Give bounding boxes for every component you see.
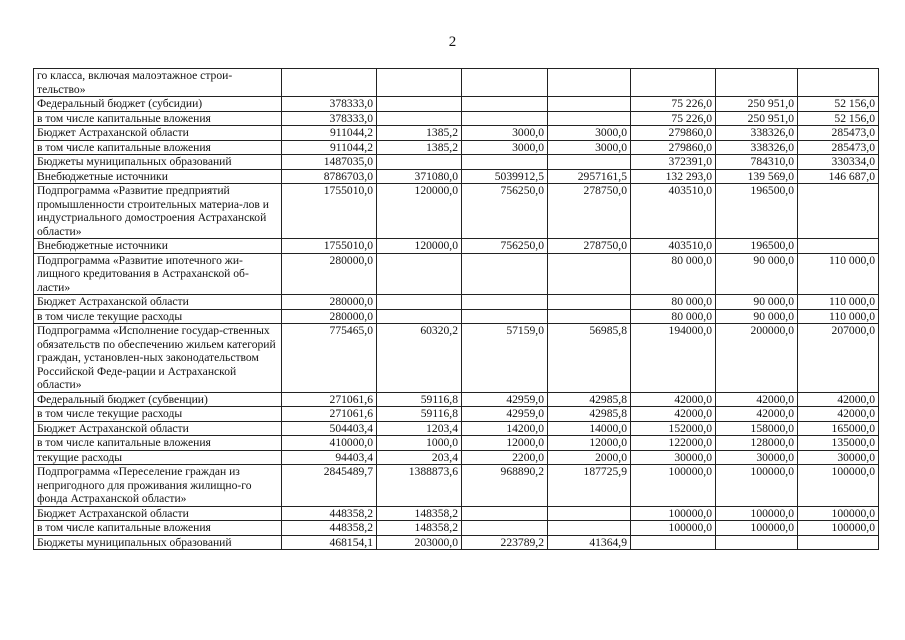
row-label: в том числе капитальные вложения <box>34 111 282 126</box>
value-cell: 8786703,0 <box>282 169 377 184</box>
value-cell: 110 000,0 <box>798 309 879 324</box>
table-row <box>34 324 879 393</box>
row-label: текущие расходы <box>34 450 282 465</box>
value-cell: 60320,2 <box>377 324 462 393</box>
value-cell: 42985,8 <box>548 407 631 422</box>
value-cell: 94403,4 <box>282 450 377 465</box>
value-cell: 280000,0 <box>282 253 377 295</box>
value-cell: 1755010,0 <box>282 239 377 254</box>
value-cell: 2200,0 <box>462 450 548 465</box>
table-row <box>34 392 879 407</box>
table-row <box>34 421 879 436</box>
value-cell: 42000,0 <box>631 407 716 422</box>
row-label: Бюджет Астраханской области <box>34 126 282 141</box>
row-label: Подпрограмма «Развитие ипотечного жи-лищного кредитования в Астраханской об-ласти» <box>34 253 282 295</box>
value-cell: 1385,2 <box>377 140 462 155</box>
value-cell: 784310,0 <box>716 155 798 170</box>
table-row <box>34 126 879 141</box>
value-cell <box>798 239 879 254</box>
value-cell: 223789,2 <box>462 535 548 550</box>
value-cell <box>798 69 879 97</box>
value-cell: 158000,0 <box>716 421 798 436</box>
value-cell: 285473,0 <box>798 140 879 155</box>
value-cell: 148358,2 <box>377 506 462 521</box>
value-cell: 203000,0 <box>377 535 462 550</box>
table-row <box>34 535 879 550</box>
row-label: в том числе капитальные вложения <box>34 521 282 536</box>
value-cell: 403510,0 <box>631 184 716 239</box>
value-cell: 278750,0 <box>548 239 631 254</box>
table-row <box>34 253 879 295</box>
value-cell: 279860,0 <box>631 126 716 141</box>
value-cell: 41364,9 <box>548 535 631 550</box>
value-cell: 14200,0 <box>462 421 548 436</box>
value-cell: 30000,0 <box>631 450 716 465</box>
value-cell <box>548 309 631 324</box>
value-cell <box>462 521 548 536</box>
value-cell: 30000,0 <box>716 450 798 465</box>
value-cell: 42000,0 <box>798 392 879 407</box>
value-cell: 90 000,0 <box>716 253 798 295</box>
value-cell: 3000,0 <box>462 140 548 155</box>
value-cell <box>377 295 462 310</box>
value-cell <box>548 295 631 310</box>
value-cell: 250 951,0 <box>716 97 798 112</box>
table-row <box>34 140 879 155</box>
row-label: Бюджет Астраханской области <box>34 506 282 521</box>
value-cell: 100000,0 <box>798 506 879 521</box>
value-cell <box>716 69 798 97</box>
value-cell: 911044,2 <box>282 126 377 141</box>
value-cell: 128000,0 <box>716 436 798 451</box>
value-cell: 42000,0 <box>716 407 798 422</box>
value-cell: 100000,0 <box>716 465 798 507</box>
budget-table <box>33 68 879 550</box>
value-cell: 100000,0 <box>798 465 879 507</box>
value-cell: 207000,0 <box>798 324 879 393</box>
value-cell: 504403,4 <box>282 421 377 436</box>
value-cell: 280000,0 <box>282 295 377 310</box>
value-cell: 3000,0 <box>462 126 548 141</box>
value-cell: 110 000,0 <box>798 295 879 310</box>
table-row <box>34 97 879 112</box>
value-cell: 30000,0 <box>798 450 879 465</box>
value-cell <box>548 521 631 536</box>
table-row <box>34 184 879 239</box>
value-cell <box>548 111 631 126</box>
table-row <box>34 465 879 507</box>
value-cell: 196500,0 <box>716 239 798 254</box>
value-cell: 5039912,5 <box>462 169 548 184</box>
value-cell: 80 000,0 <box>631 309 716 324</box>
value-cell <box>548 69 631 97</box>
value-cell <box>377 155 462 170</box>
value-cell: 3000,0 <box>548 140 631 155</box>
value-cell: 1755010,0 <box>282 184 377 239</box>
table-row <box>34 450 879 465</box>
value-cell: 2957161,5 <box>548 169 631 184</box>
value-cell: 135000,0 <box>798 436 879 451</box>
value-cell: 42000,0 <box>631 392 716 407</box>
value-cell: 42959,0 <box>462 407 548 422</box>
value-cell: 110 000,0 <box>798 253 879 295</box>
value-cell <box>462 155 548 170</box>
value-cell <box>377 309 462 324</box>
value-cell <box>462 97 548 112</box>
row-label: Бюджет Астраханской области <box>34 421 282 436</box>
value-cell: 279860,0 <box>631 140 716 155</box>
value-cell: 14000,0 <box>548 421 631 436</box>
value-cell: 59116,8 <box>377 392 462 407</box>
row-label: Бюджет Астраханской области <box>34 295 282 310</box>
value-cell: 12000,0 <box>462 436 548 451</box>
table-row <box>34 239 879 254</box>
value-cell: 139 569,0 <box>716 169 798 184</box>
value-cell <box>798 535 879 550</box>
value-cell: 100000,0 <box>798 521 879 536</box>
value-cell: 338326,0 <box>716 140 798 155</box>
value-cell: 968890,2 <box>462 465 548 507</box>
value-cell: 122000,0 <box>631 436 716 451</box>
table-row <box>34 69 879 97</box>
value-cell: 80 000,0 <box>631 295 716 310</box>
value-cell <box>548 253 631 295</box>
table-row <box>34 295 879 310</box>
value-cell: 75 226,0 <box>631 97 716 112</box>
value-cell: 120000,0 <box>377 239 462 254</box>
value-cell <box>716 535 798 550</box>
value-cell: 2000,0 <box>548 450 631 465</box>
row-label: Подпрограмма «Исполнение государ-ственных обязательств по обеспечению жильем категорий граждан, установлен-ных законодательством Российской Феде-рации и Астраханской области» <box>34 324 282 393</box>
value-cell: 90 000,0 <box>716 295 798 310</box>
value-cell: 100000,0 <box>631 465 716 507</box>
value-cell: 911044,2 <box>282 140 377 155</box>
row-label: Внебюджетные источники <box>34 239 282 254</box>
value-cell: 1487035,0 <box>282 155 377 170</box>
value-cell: 756250,0 <box>462 239 548 254</box>
value-cell: 120000,0 <box>377 184 462 239</box>
value-cell: 448358,2 <box>282 521 377 536</box>
value-cell: 285473,0 <box>798 126 879 141</box>
value-cell: 132 293,0 <box>631 169 716 184</box>
value-cell: 52 156,0 <box>798 111 879 126</box>
value-cell: 203,4 <box>377 450 462 465</box>
value-cell: 468154,1 <box>282 535 377 550</box>
value-cell: 148358,2 <box>377 521 462 536</box>
value-cell: 775465,0 <box>282 324 377 393</box>
row-label: в том числе текущие расходы <box>34 309 282 324</box>
value-cell: 187725,9 <box>548 465 631 507</box>
value-cell: 12000,0 <box>548 436 631 451</box>
row-label: Федеральный бюджет (субвенции) <box>34 392 282 407</box>
value-cell: 90 000,0 <box>716 309 798 324</box>
value-cell: 280000,0 <box>282 309 377 324</box>
value-cell <box>377 69 462 97</box>
table-row <box>34 506 879 521</box>
table-row <box>34 111 879 126</box>
value-cell: 2845489,7 <box>282 465 377 507</box>
row-label: Федеральный бюджет (субсидии) <box>34 97 282 112</box>
value-cell: 57159,0 <box>462 324 548 393</box>
value-cell: 100000,0 <box>716 506 798 521</box>
value-cell <box>462 69 548 97</box>
table-row <box>34 407 879 422</box>
value-cell: 200000,0 <box>716 324 798 393</box>
value-cell: 271061,6 <box>282 407 377 422</box>
value-cell: 403510,0 <box>631 239 716 254</box>
value-cell: 100000,0 <box>716 521 798 536</box>
value-cell: 410000,0 <box>282 436 377 451</box>
value-cell: 278750,0 <box>548 184 631 239</box>
row-label: го класса, включая малоэтажное строи-тельство» <box>34 69 282 97</box>
row-label: в том числе капитальные вложения <box>34 436 282 451</box>
value-cell <box>462 111 548 126</box>
value-cell <box>548 97 631 112</box>
value-cell: 100000,0 <box>631 521 716 536</box>
value-cell <box>462 309 548 324</box>
value-cell: 59116,8 <box>377 407 462 422</box>
value-cell: 42000,0 <box>716 392 798 407</box>
value-cell: 1385,2 <box>377 126 462 141</box>
value-cell <box>377 97 462 112</box>
table-row <box>34 155 879 170</box>
value-cell <box>462 506 548 521</box>
table-row <box>34 169 879 184</box>
value-cell <box>462 253 548 295</box>
value-cell: 338326,0 <box>716 126 798 141</box>
value-cell: 56985,8 <box>548 324 631 393</box>
table-row <box>34 309 879 324</box>
value-cell: 1388873,6 <box>377 465 462 507</box>
value-cell <box>462 295 548 310</box>
value-cell: 80 000,0 <box>631 253 716 295</box>
row-label: в том числе капитальные вложения <box>34 140 282 155</box>
value-cell <box>798 184 879 239</box>
value-cell: 756250,0 <box>462 184 548 239</box>
row-label: Подпрограмма «Развитие предприятий промышленности строительных материа-лов и индустриального домостроения Астраханской области» <box>34 184 282 239</box>
row-label: Подпрограмма «Переселение граждан из непригодного для проживания жилищно-го фонда Астраханской области» <box>34 465 282 507</box>
value-cell: 42985,8 <box>548 392 631 407</box>
value-cell: 75 226,0 <box>631 111 716 126</box>
value-cell: 42959,0 <box>462 392 548 407</box>
value-cell <box>377 111 462 126</box>
value-cell <box>548 155 631 170</box>
value-cell: 100000,0 <box>631 506 716 521</box>
value-cell <box>377 253 462 295</box>
value-cell <box>282 69 377 97</box>
value-cell: 378333,0 <box>282 111 377 126</box>
row-label: Бюджеты муниципальных образований <box>34 535 282 550</box>
value-cell: 42000,0 <box>798 407 879 422</box>
table-row <box>34 436 879 451</box>
row-label: в том числе текущие расходы <box>34 407 282 422</box>
value-cell <box>548 506 631 521</box>
value-cell: 152000,0 <box>631 421 716 436</box>
value-cell: 146 687,0 <box>798 169 879 184</box>
value-cell: 3000,0 <box>548 126 631 141</box>
row-label: Внебюджетные источники <box>34 169 282 184</box>
value-cell: 1000,0 <box>377 436 462 451</box>
value-cell: 194000,0 <box>631 324 716 393</box>
value-cell: 448358,2 <box>282 506 377 521</box>
value-cell: 52 156,0 <box>798 97 879 112</box>
value-cell: 330334,0 <box>798 155 879 170</box>
value-cell: 196500,0 <box>716 184 798 239</box>
row-label: Бюджеты муниципальных образований <box>34 155 282 170</box>
value-cell: 271061,6 <box>282 392 377 407</box>
value-cell: 371080,0 <box>377 169 462 184</box>
value-cell: 250 951,0 <box>716 111 798 126</box>
value-cell <box>631 69 716 97</box>
page-number: 2 <box>448 34 457 50</box>
value-cell: 378333,0 <box>282 97 377 112</box>
value-cell: 165000,0 <box>798 421 879 436</box>
value-cell <box>631 535 716 550</box>
value-cell: 1203,4 <box>377 421 462 436</box>
value-cell: 372391,0 <box>631 155 716 170</box>
table-row <box>34 521 879 536</box>
